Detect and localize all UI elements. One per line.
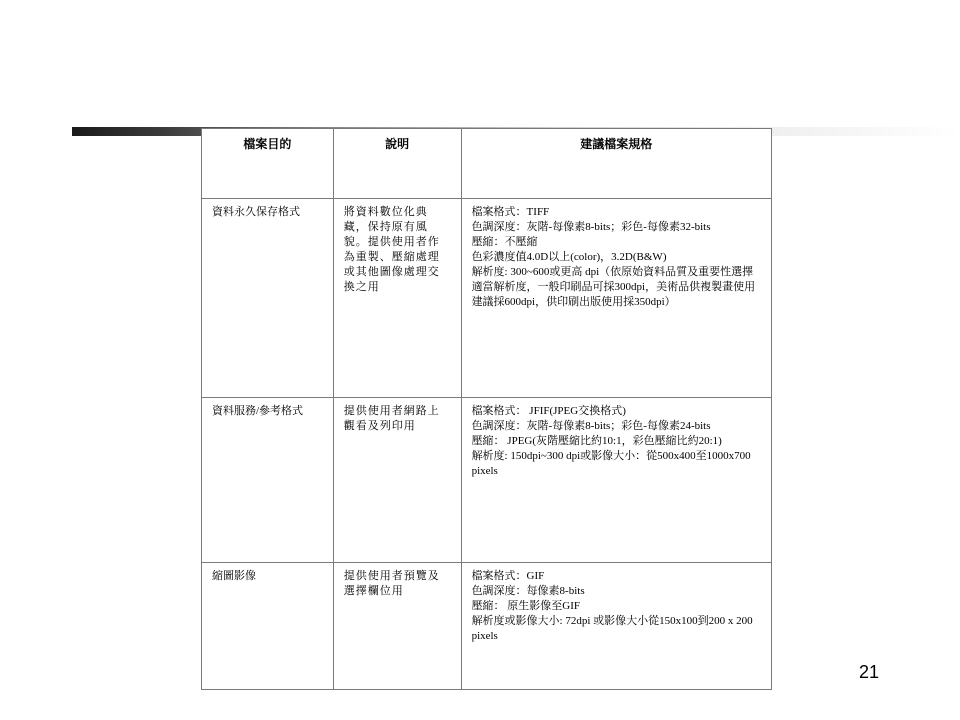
spec-line: 壓縮： JPEG(灰階壓縮比約10:1，彩色壓縮比約20:1) xyxy=(471,435,722,447)
file-spec-table xyxy=(201,128,772,690)
cell-purpose: 資料服務/參考格式 xyxy=(202,398,334,563)
cell-purpose: 資料永久保存格式 xyxy=(202,199,334,398)
spec-line: 色彩濃度值4.0D以上(color)，3.2D(B&W) xyxy=(471,251,667,263)
cell-description: 提供使用者預覽及選擇欄位用 xyxy=(333,563,461,690)
cell-spec xyxy=(461,563,771,690)
spec-line: 色調深度：灰階-每像素8-bits；彩色-每像素24-bits xyxy=(471,420,711,432)
page-number: 21 xyxy=(858,662,879,682)
header-spec: 建議檔案規格 xyxy=(461,129,771,199)
spec-line: 檔案格式：TIFF xyxy=(471,206,550,218)
spec-line: 解析度或影像大小: 72dpi 或影像大小從150x100到200 x 200 pixels xyxy=(471,615,753,642)
spec-line: 解析度: 150dpi~300 dpi或影像大小：從500x400至1000x700 pixels xyxy=(471,450,751,477)
spec-line: 壓縮：不壓縮 xyxy=(471,236,538,248)
cell-description: 將資料數位化典藏，保持原有風貌。提供使用者作為重製、壓縮處理或其他圖像處理交換之用 xyxy=(333,199,461,398)
table-row xyxy=(202,398,772,563)
cell-description: 提供使用者網路上觀看及列印用 xyxy=(333,398,461,563)
spec-line: 壓縮： 原生影像至GIF xyxy=(471,600,581,612)
table-row xyxy=(202,563,772,690)
header-description: 說明 xyxy=(333,129,461,199)
spec-line: 色調深度：灰階-每像素8-bits；彩色-每像素32-bits xyxy=(471,221,711,233)
spec-line: 解析度: 300~600或更高 dpi（依原始資料品質及重要性選擇適當解析度，一般印刷品可採300dpi，美術品供複製畫使用建議採600dpi，供印刷出版使用採350dpi） xyxy=(471,266,756,308)
spec-line: 檔案格式： JFIF(JPEG交換格式) xyxy=(471,405,626,417)
spec-line: 檔案格式：GIF xyxy=(471,570,545,582)
cell-spec xyxy=(461,398,771,563)
cell-spec xyxy=(461,199,771,398)
header-purpose: 檔案目的 xyxy=(202,129,334,199)
spec-line: 色調深度：每像素8-bits xyxy=(471,585,585,597)
cell-purpose: 縮圖影像 xyxy=(202,563,334,690)
table-row xyxy=(202,199,772,398)
table-header-row xyxy=(202,129,772,199)
